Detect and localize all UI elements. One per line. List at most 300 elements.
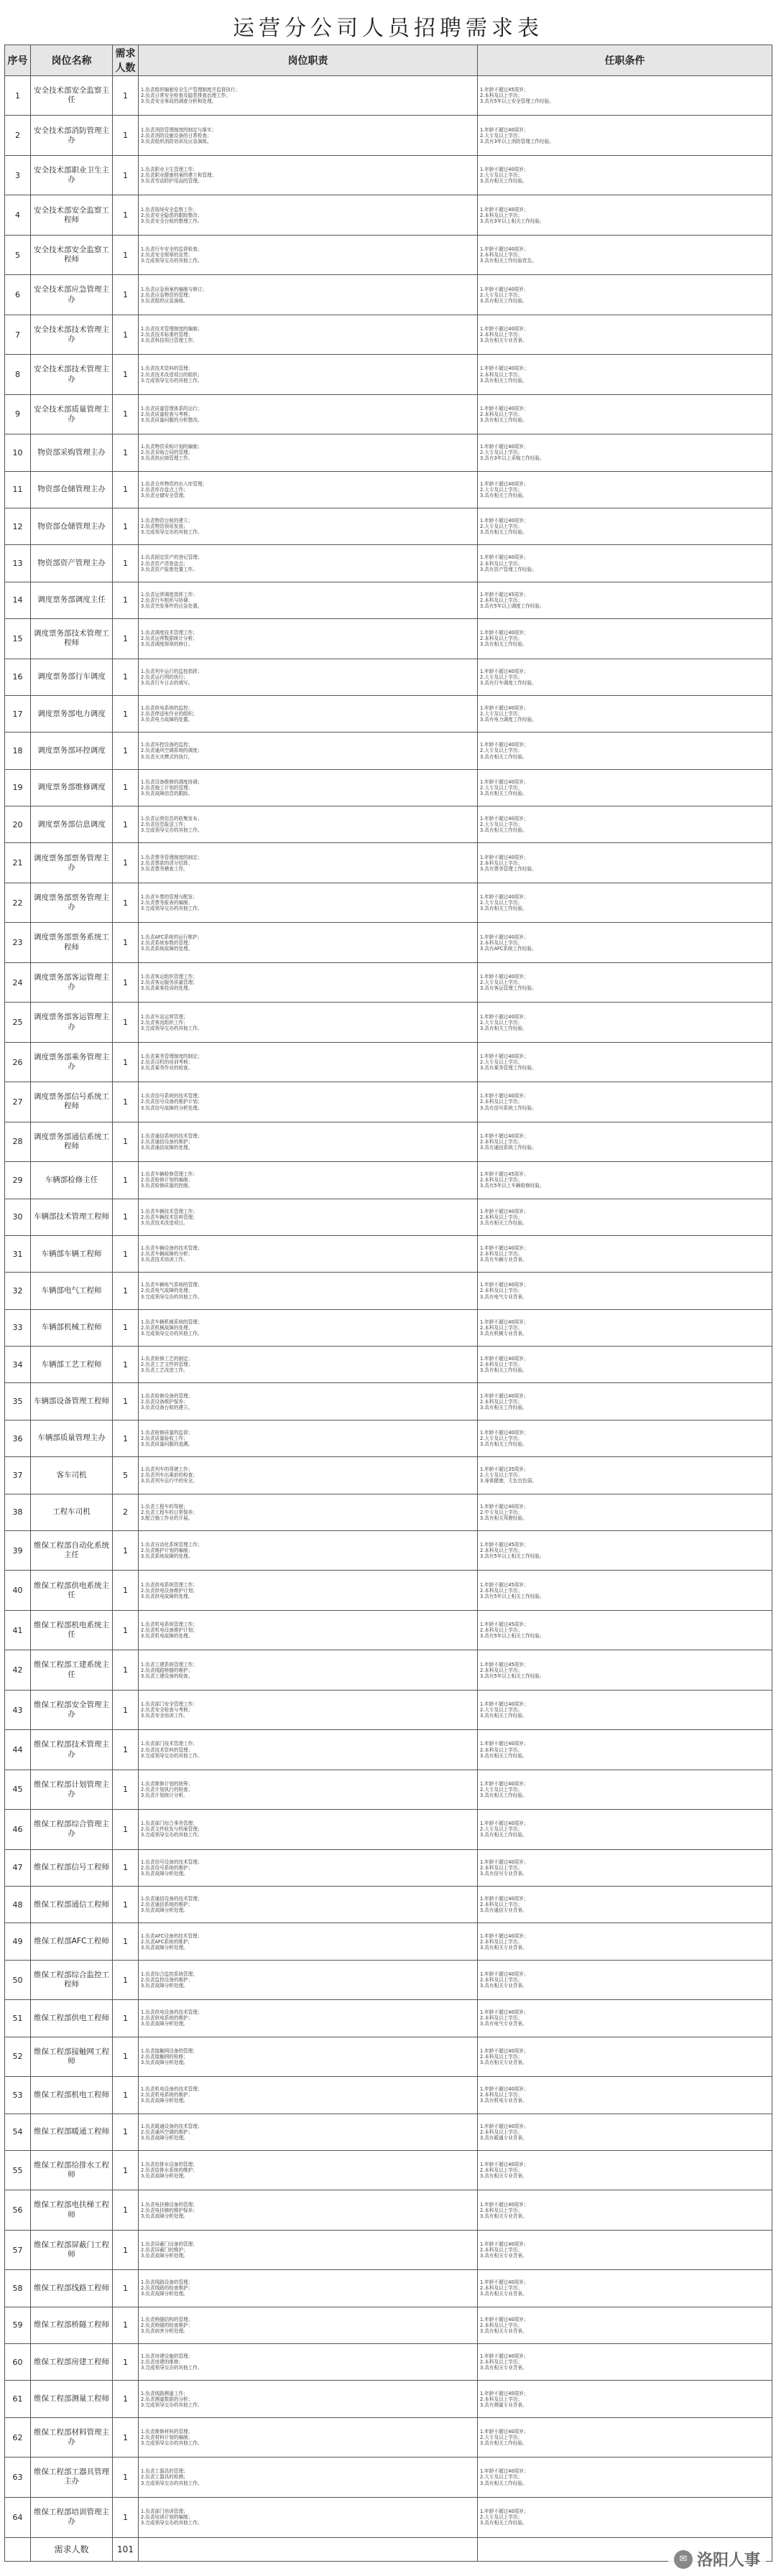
requirement-line: 2.本科及以上学历； [480,371,523,378]
row-number: 31 [5,1235,31,1272]
requirement-line: 1.年龄不超过40周岁； [480,518,529,524]
requirement-line: 3.具有3年以上采购工作经验。 [480,455,545,462]
requirements-cell [478,1122,772,1161]
requirement-line: 3.具有相关工作经验。 [480,417,527,423]
requirements-cell [478,1347,772,1383]
position-name: 车辆部机械工程师 [31,1309,113,1346]
duty-line: 1.负责通信设备的技术管理； [141,1896,203,1902]
duty-line: 3.负责电力故障的处置。 [141,717,193,723]
requirement-line: 1.年龄不超过40周岁； [480,1971,529,1977]
table-row [5,659,772,695]
page-title: 运营分公司人员招聘需求表 [233,16,543,41]
duty-line: 2.负责供电设备维护计划； [141,1587,198,1594]
duty-line: 2.负责培训计划的编制； [141,2514,193,2521]
requirement-line: 1.年龄不超过40周岁； [480,554,529,561]
position-name: 工程车司机 [31,1494,113,1530]
duty-line: 3.负责乘客投诉的处理。 [141,985,193,992]
requirement-line: 3.具有暖通专业背景。 [480,2134,527,2141]
table-row [5,471,772,508]
requirements-cell [478,733,772,769]
position-name: 维保工程部测量工程师 [31,2381,113,2417]
duty-line: 2.负责工程车的日常保养； [141,1509,198,1515]
row-number: 16 [5,659,31,695]
duty-line: 3.负责技术培训工作。 [141,1257,188,1263]
requirement-line: 3.具有相关工作经验。 [480,178,527,185]
requirement-line: 2.本科及以上学历； [480,1864,523,1871]
requirement-line: 2.本科及以上学历； [480,1138,523,1145]
requirement-line: 3.具有电力调度工作经验。 [480,717,537,723]
summary-empty [5,2538,31,2562]
table-row [5,1420,772,1456]
duty-line: 2.负责信息报送工作； [141,822,188,828]
requirement-line: 3.具有资产管理工作经验。 [480,566,537,572]
requirement-line: 3.具有信号系统工作经验。 [480,1105,537,1111]
requirements-cell [478,1610,772,1650]
duty-line: 1.负责车辆检修管理工作； [141,1171,198,1178]
requirement-line: 1.年龄不超过40周岁； [480,126,529,133]
requirement-line: 2.大专及以上学历； [480,1707,523,1714]
headcount: 1 [113,769,139,806]
headcount: 1 [113,659,139,695]
duty-line: 3.完成领导交办的其他工作。 [141,2365,203,2371]
requirement-line: 1.年龄不超过40周岁； [480,2468,529,2475]
table-row [5,1650,772,1690]
requirements-cell [478,355,772,394]
requirement-line: 2.本科及以上学历； [480,2092,523,2098]
duties-cell [139,235,478,274]
headcount: 1 [113,695,139,732]
requirements-cell [478,2458,772,2497]
requirements-cell [478,2114,772,2150]
requirement-line: 1.年龄不超过40周岁； [480,1859,529,1865]
duties-cell [139,275,478,315]
duties-cell [139,76,478,116]
duty-line: 3.负责票务稽查工作。 [141,865,188,872]
table-row [5,545,772,582]
requirement-line: 1.年龄不超过40周岁； [480,1821,529,1827]
requirements-cell [478,923,772,962]
requirement-line: 2.本科及以上学历； [480,1288,523,1294]
requirement-line: 1.年龄不超过40周岁； [480,778,529,785]
requirements-cell [478,582,772,618]
duties-cell [139,195,478,235]
table-row [5,1082,772,1122]
table-row [5,235,772,274]
duty-line: 3.负责供电故障的处理。 [141,1593,193,1599]
requirement-line: 3.具有信号专业背景。 [480,1870,527,1877]
duty-line: 2.负责桥隧的检查维护； [141,2322,193,2328]
position-name: 调度票务部环控调度 [31,733,113,769]
table-row [5,2497,772,2537]
duty-line: 2.负责票款的清分结算； [141,860,193,866]
duty-line: 2.负责通风空调系统的调度； [141,748,203,754]
duty-line: 3.完成领导交办的其他工作。 [141,906,203,912]
row-number: 28 [5,1122,31,1161]
duty-line: 1.负责运营信息的收集发布； [141,816,203,822]
requirement-line: 3.具有车辆专业背景。 [480,1257,527,1263]
duty-line: 2.负责技术标准的管理； [141,332,193,338]
duty-line: 1.负责桥隧结构的管理； [141,2316,193,2322]
position-name: 维保工程部供电工程师 [31,2000,113,2037]
duty-line: 3.负责故障分析处理。 [141,2059,188,2065]
duties-cell [139,962,478,1002]
watermark [668,2547,766,2572]
requirement-line: 2.大专及以上学历； [480,2514,523,2521]
duties-cell [139,1042,478,1082]
requirement-line: 2.本科及以上学历； [480,93,523,99]
duty-line: 1.负责车票的管理与配发； [141,894,198,901]
duty-line: 2.负责车辆技术资料管理； [141,1214,198,1220]
requirement-line: 2.本科及以上学历； [480,252,523,259]
requirement-line: 1.年龄不超过40周岁； [480,2390,529,2396]
requirement-line: 1.年龄不超过35周岁； [480,1466,529,1473]
requirements-cell [478,1530,772,1570]
requirement-line: 1.年龄不超过40周岁； [480,668,529,674]
requirements-cell [478,76,772,116]
requirement-line: 3.具有相关专业背景。 [480,2291,527,2297]
duty-line: 3.负责工艺改进工作。 [141,1367,188,1374]
duty-line: 1.负责给排水设备的管理； [141,2162,198,2168]
requirement-line: 2.本科及以上学历； [480,597,523,603]
duty-line: 1.负责AFC设备的技术管理； [141,1933,203,1939]
duty-line: 3.完成领导交办的其他工作。 [141,1330,203,1336]
duty-line: 1.负责物资台账的建立； [141,518,193,524]
position-name: 维保工程部接触网工程师 [31,2037,113,2076]
table-row [5,1610,772,1650]
duty-line: 1.负责客运组织管理工作； [141,974,198,980]
duty-line: 2.负责应急物资的管理； [141,292,193,298]
duty-line: 2.负责技术资料的管理； [141,1747,193,1753]
row-number: 39 [5,1530,31,1570]
header-duties: 岗位职责 [139,45,478,76]
requirement-line: 1.年龄不超过40周岁； [480,1282,529,1288]
duty-line: 1.负责固定资产的登记管理； [141,554,203,561]
requirement-line: 2.本科及以上学历； [480,1902,523,1908]
duty-line: 1.负责列车的驾驶工作； [141,1466,193,1473]
requirement-line: 2.大专及以上学历； [480,486,523,493]
headcount: 1 [113,1849,139,1886]
requirement-line: 2.本科及以上学历； [480,2207,523,2213]
headcount: 1 [113,2230,139,2269]
table-row [5,923,772,962]
duty-line: 3.完成领导交办的其他工作。 [141,1752,203,1759]
requirement-line: 2.大专及以上学历； [480,2435,523,2440]
duty-line: 1.负责信号系统的技术管理； [141,1093,203,1099]
row-number: 46 [5,1810,31,1849]
headcount: 1 [113,394,139,434]
row-number: 3 [5,155,31,195]
duties-cell [139,619,478,659]
position-name: 维保工程部AFC工程师 [31,1923,113,1960]
duty-line: 2.负责维护计划的编制； [141,1548,193,1554]
duty-line: 2.负责车辆故障的分析； [141,1251,193,1257]
requirement-line: 3.具有相关工作经验。 [480,377,527,383]
row-number: 54 [5,2114,31,2150]
requirement-line: 1.年龄不超过45周岁； [480,1542,529,1548]
requirement-line: 2.大专及以上学历； [480,132,523,139]
duties-cell [139,116,478,155]
duty-line: 1.负责工程车的驾驶； [141,1503,188,1510]
table-row [5,1042,772,1082]
duty-line: 3.负责故障分析处理。 [141,1870,188,1877]
requirement-line: 1.年龄不超过45周岁； [480,1581,529,1588]
requirement-line: 2.大专及以上学历； [480,1019,523,1026]
duties-cell [139,2190,478,2230]
duties-cell [139,355,478,394]
requirement-line: 1.年龄不超过45周岁； [480,87,529,93]
table-row [5,1960,772,1999]
duty-line: 3.负责故障分析处理。 [141,2134,188,2141]
duty-line: 1.负责应急预案的编制与修订； [141,286,208,292]
requirements-cell [478,2077,772,2114]
requirement-line: 1.年龄不超过45周岁； [480,1171,529,1178]
position-name: 调度票务部维修调度 [31,769,113,806]
headcount: 1 [113,116,139,155]
row-number: 7 [5,315,31,354]
duties-cell [139,1770,478,1809]
requirements-cell [478,2307,772,2343]
position-name: 调度票务部票务系统工程师 [31,923,113,962]
row-number: 56 [5,2190,31,2230]
row-number: 29 [5,1162,31,1199]
duty-line: 2.负责接触网的检修； [141,2053,188,2060]
requirement-line: 3.具有5年以上相关工作经验。 [480,1673,545,1679]
requirement-line: 1.年龄不超过40周岁； [480,1933,529,1939]
requirement-line: 1.年龄不超过40周岁； [480,444,529,450]
duty-line: 3.负责仓储安全管理。 [141,492,188,498]
duty-line: 2.负责设备维护保养； [141,1398,188,1405]
duty-line: 1.负责电扶梯设备的管理； [141,2201,198,2208]
duty-line: 3.负责计划统计分析。 [141,1792,188,1798]
requirement-line: 1.年龄不超过40周岁； [480,1896,529,1902]
headcount: 1 [113,962,139,1002]
position-name: 维保工程部技术管理主办 [31,1730,113,1770]
row-number: 23 [5,923,31,962]
position-name: 安全技术部职业卫生主办 [31,155,113,195]
row-number: 44 [5,1730,31,1770]
table-row [5,2417,772,2457]
duties-cell [139,2150,478,2190]
duties-cell [139,1082,478,1122]
headcount: 1 [113,2497,139,2537]
requirements-cell [478,1887,772,1923]
requirement-line: 2.本科及以上学历； [480,1977,523,1984]
requirements-cell [478,2190,772,2230]
row-number: 11 [5,471,31,508]
requirement-line: 1.年龄不超过40周岁； [480,2086,529,2093]
position-name: 维保工程部综合监控工程师 [31,1960,113,1999]
table-row [5,434,772,471]
requirement-line: 3.具有相关工作经验。 [480,753,527,760]
duty-line: 3.负责行车日志的填写。 [141,679,193,686]
wechat-icon: ✉ [674,2550,693,2569]
table-row [5,76,772,116]
requirement-line: 2.大专及以上学历； [480,1472,523,1479]
duty-line: 3.负责系统故障的处理。 [141,1553,193,1560]
requirement-line: 1.年龄不超过40周岁； [480,1356,529,1362]
headcount: 1 [113,545,139,582]
row-number: 48 [5,1887,31,1923]
duty-line: 1.负责线路测量工作； [141,2390,188,2396]
position-name: 安全技术部消防管理主办 [31,116,113,155]
table-row [5,1770,772,1809]
requirement-line: 2.大专及以上学历； [480,711,523,717]
duty-line: 2.负责工艺文件的管理； [141,1362,193,1368]
requirements-cell [478,235,772,274]
requirement-line: 3.具有相关专业背景。 [480,2253,527,2259]
duties-cell [139,1383,478,1420]
duties-cell [139,1690,478,1729]
duty-line: 2.负责日常安全检查及隐患排查治理工作； [141,93,231,99]
table-row [5,2000,772,2037]
headcount: 1 [113,1770,139,1809]
requirement-line: 1.年龄不超过40周岁； [480,326,529,332]
position-name: 维保工程部通信工程师 [31,1887,113,1923]
duty-line: 1.负责部门培训管理； [141,2508,188,2515]
requirement-line: 1.年龄不超过40周岁； [480,2353,529,2360]
duty-line: 3.负责故障信息的跟踪。 [141,790,193,796]
headcount: 1 [113,1420,139,1456]
headcount: 1 [113,2458,139,2497]
requirement-line: 1.年龄不超过40周岁； [480,742,529,748]
position-name: 安全技术部质量管理主办 [31,394,113,434]
requirement-line: 3.具有相关工作经验。 [480,529,527,536]
requirement-line: 3.具有相关工作经验优先。 [480,258,537,264]
requirement-line: 2.本科及以上学历； [480,1177,523,1184]
requirement-line: 2.本科及以上学历； [480,2167,523,2174]
row-number: 19 [5,769,31,806]
requirements-cell [478,1770,772,1809]
table-row [5,2344,772,2381]
position-name: 调度票务部通信系统工程师 [31,1122,113,1161]
row-number: 53 [5,2077,31,2114]
requirement-line: 1.年龄不超过40周岁； [480,1208,529,1214]
table-row [5,275,772,315]
position-name: 维保工程部机电工程师 [31,2077,113,2114]
position-name: 安全技术部技术管理主办 [31,355,113,394]
duty-line: 1.负责现场安全监察工作； [141,206,198,213]
duty-line: 2.负责停送电作业的组织； [141,711,198,717]
headcount: 2 [113,1494,139,1530]
headcount: 1 [113,155,139,195]
requirements-cell [478,1162,772,1199]
row-number: 26 [5,1042,31,1082]
table-row [5,116,772,155]
headcount: 1 [113,1730,139,1770]
row-number: 34 [5,1347,31,1383]
position-name: 调度票务部客运管理主办 [31,962,113,1002]
duty-line: 3.负责信号故障的分析处理。 [141,1105,203,1111]
headcount: 1 [113,2190,139,2230]
position-name: 维保工程部房建工程师 [31,2344,113,2381]
requirement-line: 2.本科及以上学历； [480,2015,523,2022]
duty-line: 2.负责质量检查与考核； [141,411,193,417]
header-requirements: 任职条件 [478,45,772,76]
position-name: 调度票务部调度主任 [31,582,113,618]
requirement-line: 3.身体健康，无色盲色弱。 [480,1478,537,1484]
requirement-line: 1.年龄不超过40周岁； [480,974,529,980]
position-name: 调度票务部票务管理主办 [31,883,113,922]
duty-line: 3.负责工建设备的检查。 [141,1673,193,1679]
requirements-cell [478,1235,772,1272]
duties-cell [139,1849,478,1886]
position-name: 调度票务部技术管理工程师 [31,619,113,659]
duty-line: 1.负责工建系统管理工作； [141,1661,198,1668]
requirement-line: 3.具有3年以上相关工作经验。 [480,218,545,224]
table-row [5,2114,772,2150]
duty-line: 3.负责火灾模式的执行。 [141,753,193,760]
position-name: 调度票务部行车调度 [31,659,113,695]
duty-line: 3.负责乘务作业的检查。 [141,1065,193,1071]
duty-line: 1.负责仓库物资的出入库管理； [141,480,208,487]
requirement-line: 3.具有相关工作经验。 [480,1441,527,1448]
duty-line: 3.完成领导交办的其他工作。 [141,2520,203,2526]
requirement-line: 1.年龄不超过40周岁； [480,1392,529,1399]
table-row [5,355,772,394]
requirements-cell [478,2381,772,2417]
position-name: 维保工程部屏蔽门工程师 [31,2230,113,2269]
duty-line: 1.负责自动化系统管理工作； [141,1542,203,1548]
duty-line: 3.负责故障分析处理。 [141,1944,188,1950]
position-name: 维保工程部桥隧工程师 [31,2307,113,2343]
duty-line: 3.负责安全培训工作。 [141,1713,188,1719]
position-name: 安全技术部技术管理主办 [31,315,113,354]
requirement-line: 2.本科及以上学历； [480,2396,523,2402]
position-name: 维保工程部安全管理主办 [31,1690,113,1729]
headcount: 1 [113,806,139,843]
recruitment-table [4,45,772,2562]
requirements-cell [478,1960,772,1999]
position-name: 维保工程部线路工程师 [31,2270,113,2307]
requirement-line: 3.具有相关工作经验。 [480,641,527,648]
requirement-line: 3.具有机械专业背景。 [480,1330,527,1336]
row-number: 17 [5,695,31,732]
requirement-line: 2.大专及以上学历； [480,524,523,530]
requirements-cell [478,195,772,235]
duty-line: 1.负责工器具的管理； [141,2468,188,2475]
requirement-line: 3.具有相关工作经验。 [480,1713,527,1719]
requirements-cell [478,1730,772,1770]
headcount: 1 [113,434,139,471]
position-name: 车辆部车辆工程师 [31,1235,113,1272]
position-name: 车辆部质量管理主办 [31,1420,113,1456]
duty-line: 1.负责乘务管理制度的制定； [141,1053,203,1059]
header-position: 岗位名称 [31,45,113,76]
duty-line: 2.负责测量数据的分析； [141,2396,193,2402]
duty-line: 1.负责供电系统管理工作； [141,1581,198,1588]
header-count: 需求人数 [113,45,139,76]
table-row [5,394,772,434]
position-name: 维保工程部工器具管理主办 [31,2458,113,2497]
duty-line: 2.负责质量验收工作； [141,1435,188,1441]
requirement-line: 3.具有相关工作经验。 [480,1404,527,1410]
requirement-line: 3.具有相关专业背景。 [480,2213,527,2219]
headcount: 1 [113,1309,139,1346]
headcount: 1 [113,1810,139,1849]
row-number: 55 [5,2150,31,2190]
duties-cell [139,1162,478,1199]
requirements-cell [478,883,772,922]
row-number: 10 [5,434,31,471]
duty-line: 1.负责供电系统的监控； [141,705,193,712]
requirements-cell [478,545,772,582]
requirements-cell [478,1457,772,1494]
headcount: 1 [113,275,139,315]
duties-cell [139,2458,478,2497]
duty-line: 1.负责房建设施的管理； [141,2353,193,2360]
requirement-line: 2.本科及以上学历； [480,332,523,338]
requirement-line: 3.具有5年以上相关工作经验。 [480,1593,545,1599]
